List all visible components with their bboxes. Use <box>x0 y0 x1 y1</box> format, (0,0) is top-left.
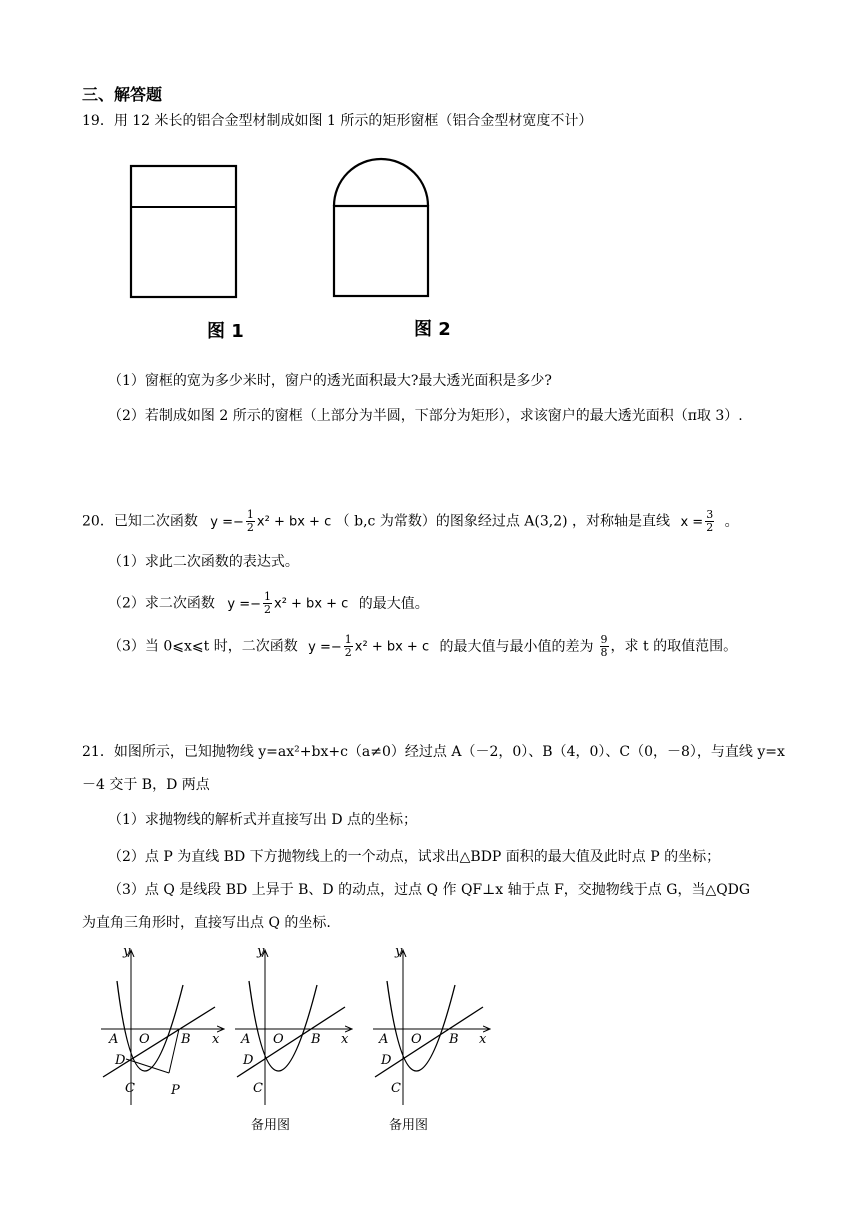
q19-stem: 19．用 12 米长的铝合金型材制成如图 1 所示的矩形窗框（铝合金型材宽度不计） <box>82 113 593 129</box>
label-y: y <box>257 945 265 959</box>
q20-stem-b: （ b,c 为常数）的图象经过点 A(3,2) ，对称轴是直线 <box>335 513 671 530</box>
q21-line1: 21．如图所示，已知抛物线 y=ax²+bx+c（a≠0）经过点 A（－2，0）、B（4，0）、C（0，－8），与直线 y=x <box>82 744 785 760</box>
q20-p3-c: ，求 t 的取值范围。 <box>610 638 738 655</box>
q20-poly: x² + bx + c <box>274 596 349 612</box>
label-d: D <box>243 1053 254 1068</box>
label-y: y <box>123 945 131 959</box>
label-b: B <box>449 1032 459 1047</box>
q20-part3 <box>108 634 737 659</box>
label-x: x <box>341 1032 349 1047</box>
graph-3 <box>373 945 489 1133</box>
q20-stem-end: 。 <box>724 513 739 530</box>
label-a: A <box>109 1032 119 1047</box>
fig2-label: 图 2 <box>414 319 451 340</box>
q21-graphs <box>95 945 505 1145</box>
caption: 备用图 <box>251 1118 291 1133</box>
label-c: C <box>391 1081 401 1096</box>
window-figure-2 <box>334 159 428 296</box>
label-d: D <box>381 1053 392 1068</box>
q21-part3-line2: 为直角三角形时，直接写出点 Q 的坐标. <box>82 915 331 931</box>
segment-bp <box>169 1029 179 1073</box>
q21-part2: （2）点 P 为直线 BD 下方抛物线上的一个动点，试求出△BDP 面积的最大值及此时点 P 的坐标； <box>108 849 721 865</box>
frac-den: 2 <box>344 646 352 659</box>
graph-1 <box>101 945 223 1105</box>
label-o: O <box>139 1032 150 1047</box>
label-c: C <box>125 1081 135 1096</box>
label-a: A <box>241 1032 251 1047</box>
frac-num: 3 <box>706 508 714 521</box>
label-x: x <box>212 1032 220 1047</box>
frac-num: 9 <box>600 633 608 646</box>
q20-part1: （1）求此二次函数的表达式。 <box>108 554 299 570</box>
q20-p2-b: 的最大值。 <box>358 595 429 612</box>
parabola <box>387 981 455 1071</box>
q20-p3-b: 的最大值与最小值的差为 <box>439 638 594 655</box>
q20-diff-fraction <box>600 634 609 659</box>
caption: 备用图 <box>389 1118 429 1133</box>
label-x: x <box>479 1032 487 1047</box>
fig1-label: 图 1 <box>207 321 244 342</box>
section-title: 三、解答题 <box>82 85 163 104</box>
q19-part1: （1）窗框的宽为多少米时，窗户的透光面积最大?最大透光面积是多少? <box>108 373 552 389</box>
label-o: O <box>411 1032 422 1047</box>
q20-y-eq: y =− <box>210 514 244 530</box>
label-c: C <box>253 1081 263 1096</box>
label-a: A <box>379 1032 389 1047</box>
frac-den: 8 <box>600 646 608 659</box>
parabola <box>117 981 183 1071</box>
q20-half-fraction <box>344 634 353 659</box>
q21-part3-line1: （3）点 Q 是线段 BD 上异于 B、D 的动点，过点 Q 作 QF⊥x 轴于点 F，交抛物线于点 G，当△QDG <box>108 882 751 898</box>
q20-poly: x² + bx + c <box>256 514 332 530</box>
frac-num: 1 <box>246 508 254 521</box>
window-figure-1 <box>131 166 236 297</box>
label-b: B <box>181 1032 191 1047</box>
label-b: B <box>311 1032 321 1047</box>
q20-half-fraction <box>263 591 272 616</box>
q20-p3-a: （3）当 0⩽x⩽t 时，二次函数 <box>108 638 298 655</box>
q20-y-eq: y =− <box>308 639 342 655</box>
frac-num: 1 <box>264 590 271 603</box>
frac-den: 2 <box>264 603 271 616</box>
q20-stem <box>82 509 739 534</box>
q20-part2 <box>108 591 429 616</box>
q21-part1: （1）求抛物线的解析式并直接写出 D 点的坐标； <box>108 812 418 828</box>
q19-part2: （2）若制成如图 2 所示的窗框（上部分为半圆，下部分为矩形），求该窗户的最大透光面积（π取 3）. <box>108 408 743 424</box>
q20-y-eq: y =− <box>227 596 261 612</box>
label-y: y <box>395 945 403 959</box>
label-d: D <box>115 1053 126 1068</box>
q20-poly: x² + bx + c <box>354 639 430 655</box>
graph-2 <box>235 945 351 1133</box>
q19-figures <box>120 150 460 350</box>
q20-p2-a: （2）求二次函数 <box>108 595 215 612</box>
frac-num: 1 <box>344 633 352 646</box>
q20-stem-a: 20．已知二次函数 <box>82 513 198 530</box>
frac-den: 2 <box>246 521 254 534</box>
q20-half-fraction <box>246 509 255 534</box>
q21-line2: －4 交于 B，D 两点 <box>82 777 210 793</box>
parabola <box>249 981 317 1071</box>
label-o: O <box>273 1032 284 1047</box>
q20-axis-x: x = <box>680 514 704 530</box>
frac-den: 2 <box>706 521 714 534</box>
q20-axis-fraction <box>705 509 714 534</box>
label-p: P <box>171 1083 180 1098</box>
